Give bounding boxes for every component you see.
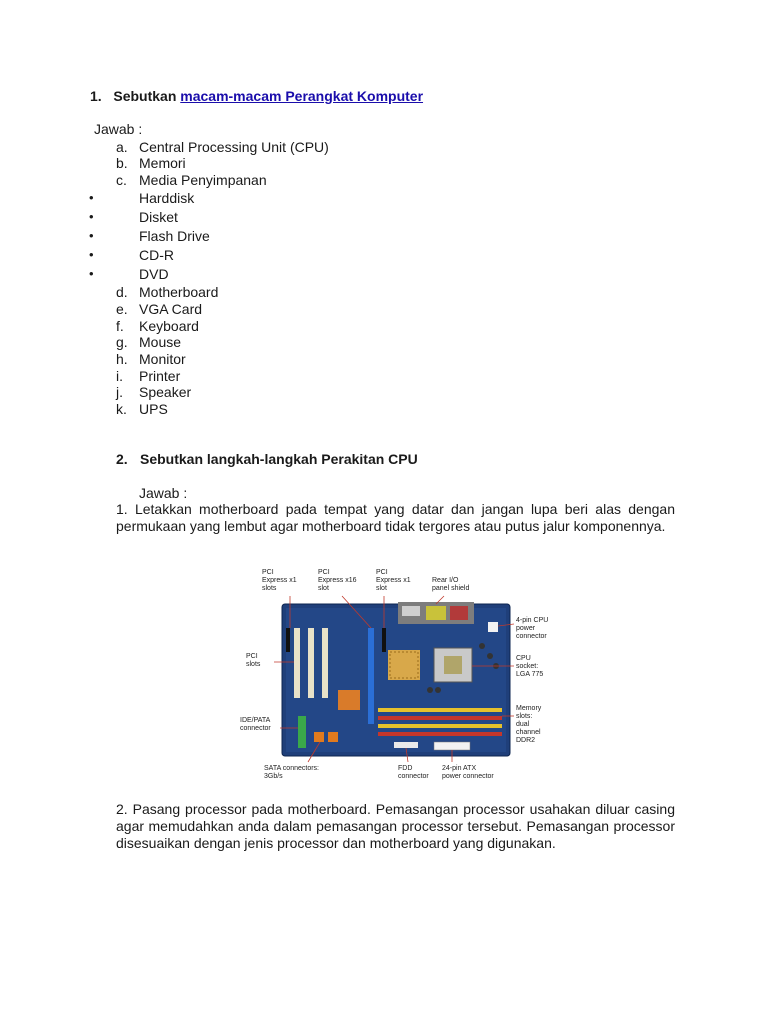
list-marker: k.: [116, 401, 127, 417]
list-item: [0, 300, 768, 318]
memory-slot: [378, 716, 502, 720]
label-rear-io: Rear I/O panel shield: [432, 577, 470, 592]
pci-slot: [322, 628, 328, 698]
pcie-x1-slot: [382, 628, 386, 652]
pcie-x16-slot: [368, 628, 374, 724]
list-item-text: VGA Card: [139, 301, 203, 317]
question-2-number: 2.: [116, 451, 128, 467]
pci-slot: [294, 628, 300, 698]
step-2-paragraph: 2. Pasang processor pada motherboard. Pemasangan processor usahakan diluar casing agar memudahkan anda dalam pemasangan processor tersebut. Pemasangan processor disesuaikan dengan jenis processor dan motherboard yang digunakan.: [116, 801, 675, 851]
memory-slot: [378, 724, 502, 728]
list-item: [0, 246, 768, 264]
southbridge-heatsink: [338, 690, 360, 710]
list-marker: d.: [116, 284, 128, 300]
label-memory: Memory slots: dual channel DDR2: [516, 705, 542, 744]
memory-slot: [378, 732, 502, 736]
list-item: [0, 350, 768, 368]
list-item-text: Memori: [139, 155, 186, 171]
list-marker: h.: [116, 351, 128, 367]
list-item: [0, 171, 768, 189]
list-item: [0, 283, 768, 301]
bullet-marker: •: [89, 247, 94, 262]
list-item-text: Printer: [139, 368, 181, 384]
northbridge-heatsink: [388, 650, 420, 680]
question-1-heading: [90, 88, 423, 104]
list-marker: g.: [116, 334, 128, 350]
bullet-marker: •: [89, 228, 94, 243]
bullet-marker: •: [89, 266, 94, 281]
label-pci-slots: PCI slots: [246, 653, 261, 668]
list-item-text: CD-R: [139, 247, 174, 263]
question-1-number: 1.: [90, 88, 102, 104]
list-item: [0, 265, 768, 283]
list-item-text: Speaker: [139, 384, 192, 400]
list-item: [0, 333, 768, 351]
list-item-text: Monitor: [139, 351, 186, 367]
motherboard-diagram: [238, 566, 558, 784]
question-2-title: Sebutkan langkah-langkah Perakitan CPU: [140, 451, 418, 467]
label-atx: 24-pin ATX power connector: [442, 765, 494, 780]
list-marker: j.: [116, 384, 123, 400]
question-1-prefix: Sebutkan: [113, 88, 177, 104]
ide-connector: [298, 716, 306, 748]
cpu-power-connector: [488, 622, 498, 632]
question-1-link[interactable]: macam-macam Perangkat Komputer: [180, 88, 424, 104]
label-ide: IDE/PATA connector: [240, 717, 271, 732]
list-item-text: Disket: [139, 209, 178, 225]
label-sata: SATA connectors: 3Gb/s: [264, 765, 319, 780]
list-item: [0, 227, 768, 245]
list-marker: c.: [116, 172, 127, 188]
label-cpu-power: 4-pin CPU power connector: [516, 617, 549, 640]
pcie-x1-slot: [286, 628, 290, 652]
list-item-text: DVD: [139, 266, 169, 282]
fdd-connector: [394, 742, 418, 748]
step-1-paragraph: 1. Letakkan motherboard pada tempat yang datar dan jangan lupa beri alas dengan permukaan yang lembut agar motherboard tidak tergores atau putus jalur komponennya.: [116, 501, 675, 534]
label-cpu-socket: CPU socket: LGA 775: [516, 655, 544, 678]
list-marker: b.: [116, 155, 128, 171]
atx-power-connector: [434, 742, 470, 750]
bullet-marker: •: [89, 190, 94, 205]
sata-connector: [328, 732, 338, 742]
answer-1-label: Jawab :: [94, 121, 143, 137]
list-item: [0, 189, 768, 207]
list-marker: f.: [116, 318, 124, 334]
list-item-text: Media Penyimpanan: [139, 172, 267, 188]
memory-slot: [378, 708, 502, 712]
list-item: [0, 383, 768, 401]
list-item-text: Harddisk: [139, 190, 195, 206]
list-item: [0, 208, 768, 226]
list-item: [0, 400, 768, 418]
question-2-heading: [116, 451, 418, 467]
list-item-text: UPS: [139, 401, 168, 417]
list-marker: a.: [116, 139, 128, 155]
list-item-text: Keyboard: [139, 318, 199, 334]
pci-slot: [308, 628, 314, 698]
list-marker: e.: [116, 301, 128, 317]
label-fdd: FDD connector: [398, 765, 429, 780]
label-pcie-x1-slots: PCI Express x1 slots: [262, 569, 297, 592]
list-marker: i.: [116, 368, 123, 384]
label-pcie-x16-slot: PCI Express x16 slot: [318, 569, 357, 592]
list-item-text: Central Processing Unit (CPU): [139, 139, 329, 155]
answer-2-label: Jawab :: [139, 485, 188, 501]
sata-connector: [314, 732, 324, 742]
list-item: [0, 154, 768, 172]
list-item-text: Mouse: [139, 334, 182, 350]
list-item-text: Motherboard: [139, 284, 219, 300]
bullet-marker: •: [89, 209, 94, 224]
list-item-text: Flash Drive: [139, 228, 210, 244]
label-pcie-x1-slot: PCI Express x1 slot: [376, 569, 411, 592]
